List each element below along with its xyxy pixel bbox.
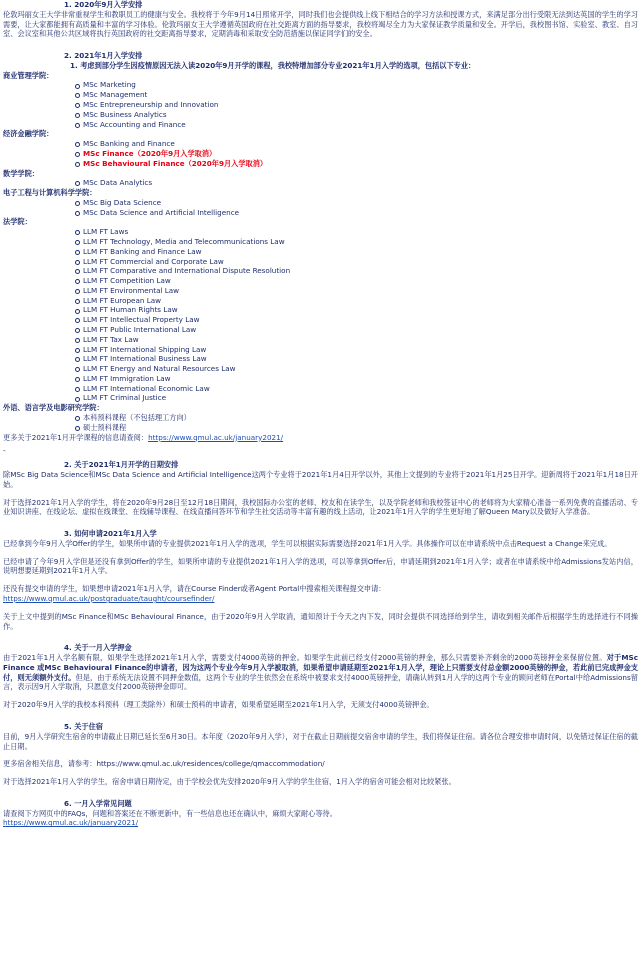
- school-name: 经济金融学院：: [3, 129, 54, 139]
- programme-list: [3, 71, 638, 433]
- section-accommodation: [3, 722, 638, 787]
- section-paragraph: 除MSc Big Data Science和MSc Data Science and Artificial Intelligence这两个专业将于2021年1月4日开学以外，其他上文提到的专业将于2021年1月25日开学。迎新周将于2021年1月18日开始。: [3, 469, 638, 489]
- programme-items: [3, 80, 638, 129]
- section-paragraph: 请查阅下方网页中的FAQs，问题和答案还在不断更新中，有一些信息也还在确认中，麻烦大家耐心等待。: [3, 808, 337, 818]
- section-faq: [3, 799, 638, 828]
- section-deposit: [3, 643, 638, 710]
- programme-item: MSc Data Science and Artificial Intelligence: [83, 208, 638, 218]
- programme-item: MSc Marketing: [83, 80, 638, 90]
- programme-item: LLM FT Public International Law: [83, 325, 638, 335]
- programme-item: LLM FT Immigration Law: [83, 374, 638, 384]
- programme-item: LLM FT Banking and Finance Law: [83, 247, 638, 257]
- programme-item: LLM FT Technology, Media and Telecommunications Law: [83, 237, 638, 247]
- programme-item: MSc Accounting and Finance: [83, 120, 638, 130]
- school-name: 法学院：: [3, 217, 32, 227]
- programme-item: MSc Data Analytics: [83, 178, 638, 188]
- school-name: 外语、语言学及电影研究学院：: [3, 403, 104, 413]
- programme-item: LLM FT International Shipping Law: [83, 345, 638, 355]
- programme-items: [3, 139, 638, 168]
- section-title: 3. 如何申请2021年1月入学: [64, 529, 157, 539]
- programme-item: MSc Big Data Science: [83, 198, 638, 208]
- programme-item: LLM FT Laws: [83, 227, 638, 237]
- deposit-text-c: 但是，由于系统无法设置不同押金数值，这两个专业的学生依然会在系统中被要求支付4000英镑押金，请确认转到1月入学的这两个专业的顾问老师在Portal中给Admissions留言，表示因9月入学取消，只愿意支付2000英镑押金即可。: [3, 672, 638, 692]
- programme-items: [3, 178, 638, 188]
- section-title: 5. 关于住宿: [64, 722, 103, 731]
- programme-item: LLM FT Competition Law: [83, 276, 638, 286]
- programme-item: 本科预科课程（不包括理工方向）: [83, 413, 638, 423]
- programme-item: LLM FT Intellectual Property Law: [83, 315, 638, 325]
- section-title: 2. 关于2021年1月开学的日期安排: [64, 460, 179, 470]
- section-title: 2. 2021年1月入学安排: [64, 51, 143, 61]
- section-how-to-apply: [3, 529, 638, 631]
- more-info-line: [3, 433, 638, 443]
- programme-items: [3, 413, 638, 433]
- programme-item: LLM FT International Economic Law: [83, 384, 638, 394]
- programme-item: LLM FT Criminal Justice: [83, 393, 638, 403]
- section-paragraph: 目前，9月入学研究生宿舍的申请截止日期已延长至6月30日。本年度（2020年9月入学），对于在截止日期前提交宿舍申请的学生，我们将保证住宿。请各位合理安排申请时间，以免错过保证住宿的截止日期。: [3, 731, 638, 751]
- section-paragraph: 已经申请了今年9月入学但是还没有拿到Offer的学生，如果所申请的专业提供2021年1月入学的选项，可以等拿到Offer后，申请延期到2021年1月入学；或者在申请系统中给Admissions发站内信，说明想要延期到2021年1月入学。: [3, 556, 638, 576]
- programme-item: LLM FT Comparative and International Dispute Resolution: [83, 266, 638, 276]
- programme-item: MSc Entrepreneurship and Innovation: [83, 100, 638, 110]
- deposit-text-bold: 对于MSc Finance 或MSc Behavioural Finance的申请者，因为这两个专业今年9月入学被取消，如果希望申请延期至2021年1月入学，理论上只需要支付总金额2000英镑的押金，若此前已完成押金支付，则无须额外支付。: [3, 653, 638, 682]
- section-paragraph: 关于上文中提到的MSc Finance和MSc Behavioural Finance，由于2020年9月入学取消，通知预计于今天之内下发，同时会提供不同选择给到学生，请收到相关邮件后根据学生的选择进行不同操作。: [3, 611, 638, 631]
- section-paragraph: [3, 653, 638, 692]
- section-paragraph: 更多宿舍相关信息，请参考：https://www.qmul.ac.uk/residences/college/qmaccommodation/: [3, 759, 325, 769]
- school-name: 商业管理学院：: [3, 70, 54, 80]
- programme-item: MSc Banking and Finance: [83, 139, 638, 149]
- programme-items: [3, 198, 638, 218]
- programme-item: LLM FT International Business Law: [83, 354, 638, 364]
- section-paragraph: 对于2020年9月入学的我校本科预科（理工类除外）和硕士预科的申请者，如果希望延期至2021年1月入学，无须支付4000英镑押金。: [3, 700, 434, 710]
- programme-item: LLM FT Tax Law: [83, 335, 638, 345]
- programme-item: 硕士预科课程: [83, 423, 638, 433]
- programme-item: LLM FT Environmental Law: [83, 286, 638, 296]
- coursefinder-link[interactable]: https://www.qmul.ac.uk/postgraduate/taught/coursefinder/: [3, 593, 215, 603]
- section-title: 1. 2020年9月入学安排: [64, 0, 143, 9]
- faq-link[interactable]: https://www.qmul.ac.uk/january2021/: [3, 818, 139, 828]
- programme-item-cancelled: MSc Finance（2020年9月入学取消）: [83, 149, 638, 159]
- deposit-text-a: 由于2021年1月入学名额有限，如果学生选择2021年1月入学，需要支付4000英镑的押金。如果学生此前已经支付2000英镑的押金，那么只需要补齐剩余的2000英镑押金来保留位置。: [3, 653, 607, 663]
- separator-dash: -: [3, 446, 6, 456]
- section-paragraph: 还没有提交申请的学生，如果想申请2021年1月入学，请在Course Finder或者Agent Portal中搜索相关课程提交申请：: [3, 584, 386, 594]
- section-subtitle: 1. 考虑到部分学生因疫情原因无法入读2020年9月开学的课程，我校特增加部分专业2021年1月入学的选项，包括以下专业：: [70, 60, 476, 70]
- programme-item: LLM FT Energy and Natural Resources Law: [83, 364, 638, 374]
- programme-item: MSc Business Analytics: [83, 110, 638, 120]
- school-name: 数学学院：: [3, 168, 39, 178]
- section-paragraph: 已经拿到今年9月入学Offer的学生，如果所申请的专业提供2021年1月入学的选项，学生可以根据实际需要选择2021年1月入学。具体操作可以在申请系统中点击Request a Change来完成。: [3, 538, 612, 548]
- programme-item: LLM FT Commercial and Corporate Law: [83, 257, 638, 267]
- programme-item-cancelled: MSc Behavioural Finance（2020年9月入学取消）: [83, 159, 638, 169]
- section-title: 6. 一月入学常见问题: [64, 798, 132, 808]
- programme-item: MSc Management: [83, 90, 638, 100]
- section-paragraph: 对于选择2021年1月入学的学生，宿舍申请日期待定，由于学校会优先安排2020年9月入学的学生住宿，1月入学的宿舍可能会相对比较紧张。: [3, 777, 456, 787]
- programme-items: [3, 227, 638, 403]
- section-paragraph: 对于选择2021年1月入学的学生，将在2020年9月28日至12月18日期间，我校国际办公室的老师、校友和在读学生，以及学院老师和我校签证中心的老师将为大家精心准备一系列免费的直播活动、专业知识讲座、在线论坛、虚拟在线课堂、在线辅导课程、在线直播问答环节和学生社交活动等丰富有趣的线上活动，让2021年1月入学的学生更好地了解Queen Mary以及做好入学准备。: [3, 497, 638, 517]
- section-title: 4. 关于一月入学押金: [64, 643, 132, 653]
- programme-item: LLM FT Human Rights Law: [83, 305, 638, 315]
- more-info-link[interactable]: https://www.qmul.ac.uk/january2021/: [148, 432, 284, 442]
- section-january-dates: [3, 460, 638, 517]
- section-2020-september: [3, 0, 638, 39]
- section-2021-january: [3, 51, 638, 456]
- section-paragraph: 伦敦玛丽女王大学非常重视学生和教职员工的健康与安全。我校将于今年9月14日照常开学，同时我们也会提供线上线下相结合的学习方法和授课方式，来满足部分出行受限无法到达英国的学生的学习需要，让大家都能拥有高质量和丰富的学习体验。伦敦玛丽女王大学遵循英国政府在社交距离方面的指导要求，我校将竭尽全力为大家保证教学质量和安全。开学后，我校图书馆、实验室、教室、自习室、会议室和其他公共区域将执行英国政府的社交距离指导要求，定期消毒和采取安全防范措施以保证同学们的安全。: [3, 9, 638, 39]
- school-name: 电子工程与计算机科学学院：: [3, 188, 97, 198]
- programme-item: LLM FT European Law: [83, 296, 638, 306]
- more-info-label: 更多关于2021年1月开学课程的信息请查阅：: [3, 432, 149, 442]
